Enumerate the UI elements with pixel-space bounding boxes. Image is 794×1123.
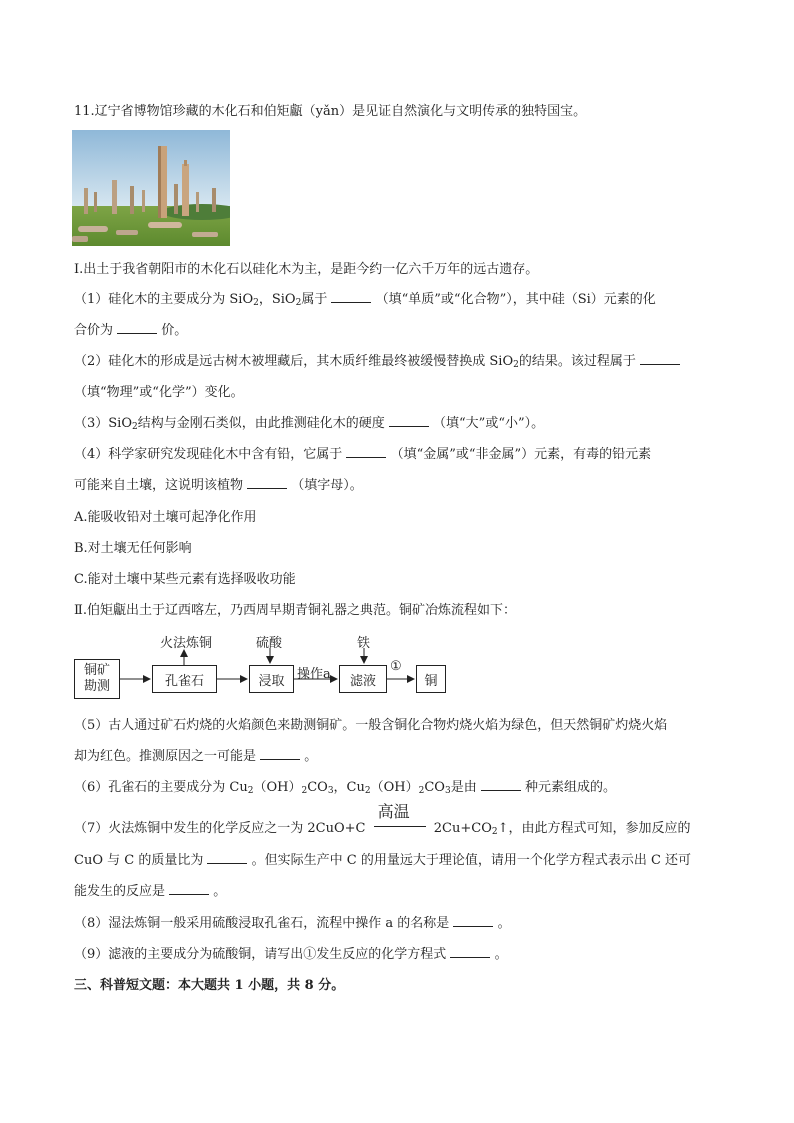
operation-a-label: 操作a xyxy=(297,667,331,682)
q9-text-b: 。 xyxy=(494,947,508,962)
subscript-2: 2 xyxy=(247,786,254,796)
q6-text-e: 是由 xyxy=(450,780,477,795)
answer-blank-q6[interactable] xyxy=(481,780,521,791)
q6-text-f: 种元素组成的。 xyxy=(524,780,616,795)
high-temp-label: 高温 xyxy=(377,802,410,821)
option-c: C.能对土壤中某些元素有选择吸收功能 xyxy=(74,572,296,587)
q1-text-f: 价。 xyxy=(161,323,188,338)
q4-text-c: 可能来自土壤，这说明该植物 xyxy=(74,478,244,493)
q3-text-c: （填“大”或“小”）。 xyxy=(433,416,545,431)
q3-text-b: 结构与金刚石类似，由此推测硅化木的硬度 xyxy=(137,416,385,431)
subscript-2: 2 xyxy=(418,786,425,796)
q5-text-c: 。 xyxy=(304,749,318,764)
q6-text-b2: （OH） xyxy=(370,780,419,795)
q6-text-c2: CO xyxy=(424,780,445,795)
subscript-3: 3 xyxy=(444,786,451,796)
flow-box-filtrate: 滤液 xyxy=(339,665,387,693)
subscript-2: 2 xyxy=(513,360,519,370)
flow-box-ore-survey: 铜矿 勘测 xyxy=(74,659,120,699)
answer-blank-q8[interactable] xyxy=(453,916,493,927)
q2-text-a: （2）硅化木的形成是远古树木被埋藏后，其木质纤维最终被缓慢替换成 SiO xyxy=(74,354,514,369)
q1-text-b: ，SiO xyxy=(258,292,296,307)
q7-text-c: ↑，由此方程式可知，参加反应的 xyxy=(497,821,691,836)
part-2-title: Ⅱ.伯矩甗出土于辽西喀左，乃西周早期青铜礼器之典范。铜矿冶炼流程如下： xyxy=(74,603,516,618)
question-7-line-2 xyxy=(74,853,691,869)
subscript-2: 2 xyxy=(132,422,138,432)
question-6 xyxy=(74,780,616,796)
option-a: A.能吸收铅对土壤可起净化作用 xyxy=(74,510,257,525)
q3-text-a: （3）SiO xyxy=(74,416,132,431)
reaction-line xyxy=(374,826,426,827)
q4-text-a: （4）科学家研究发现硅化木中含有铅，它属于 xyxy=(74,447,343,462)
fire-refining-label: 火法炼铜 xyxy=(160,636,213,651)
question-5-line-2 xyxy=(74,749,317,765)
flow-box-malachite: 孔雀石 xyxy=(152,665,217,693)
answer-blank-q7-2[interactable] xyxy=(169,884,209,895)
question-11-intro: 11.辽宁省博物馆珍藏的木化石和伯矩甗（yǎn）是见证自然演化与文明传承的独特国宝。 xyxy=(74,104,587,119)
step-1-marker: ① xyxy=(390,659,402,674)
q1-text-d: （填“单质”或“化合物”），其中硅（Si）元素的化 xyxy=(375,292,656,307)
question-5-line-1: （5）古人通过矿石灼烧的火焰颜色来勘测铜矿。一般含铜化合物灼烧火焰为绿色，但天然铜矿灼烧火焰 xyxy=(74,718,668,733)
q1-text-a: （1）硅化木的主要成分为 SiO xyxy=(74,292,254,307)
subscript-2: 2 xyxy=(253,298,259,308)
section-3-heading: 三、科普短文题：本大题共 1 小题，共 8 分。 xyxy=(74,978,345,993)
question-2-line-2: （填“物理”或“化学”）变化。 xyxy=(74,385,244,400)
q6-text-d: ，Cu xyxy=(333,780,365,795)
subscript-2: 2 xyxy=(295,298,302,308)
q4-text-d: （填字母）。 xyxy=(291,478,363,493)
flow-box-leaching: 浸取 xyxy=(249,665,294,693)
subscript-2: 2 xyxy=(364,786,371,796)
q7-text-b: 2Cu+CO xyxy=(433,821,492,836)
answer-blank-q9[interactable] xyxy=(450,947,490,958)
answer-blank-q7-1[interactable] xyxy=(207,853,247,864)
q6-text-a: （6）孔雀石的主要成分为 Cu xyxy=(74,780,248,795)
question-8 xyxy=(74,916,511,932)
part-1-title: Ⅰ.出土于我省朝阳市的木化石以硅化木为主，是距今约一亿六千万年的远古遗存。 xyxy=(74,262,539,277)
flow-box-copper: 铜 xyxy=(416,665,446,693)
reaction-condition xyxy=(374,802,426,832)
q7-text-g: 。 xyxy=(213,884,227,899)
answer-blank-q5[interactable] xyxy=(260,749,300,760)
q6-text-c: CO xyxy=(307,780,328,795)
q9-text-a: （9）滤液的主要成分为硫酸铜，请写出①发生反应的化学方程式 xyxy=(74,947,447,962)
sulfuric-acid-label: 硫酸 xyxy=(256,636,283,651)
option-b: B.对土壤无任何影响 xyxy=(74,541,192,556)
q7-text-a: （7）火法炼铜中发生的化学反应之一为 2CuO+C xyxy=(74,821,366,836)
q5-text-b: 却为红色。推测原因之一可能是 xyxy=(74,749,257,764)
q1-text-c: 属于 xyxy=(301,292,328,307)
q2-text-b: 的结果。该过程属于 xyxy=(518,354,636,369)
q7-text-f: 能发生的反应是 xyxy=(74,884,166,899)
question-7-line-3 xyxy=(74,884,226,900)
q1-text-e: 合价为 xyxy=(74,323,114,338)
subscript-3: 3 xyxy=(327,786,334,796)
q8-text-a: （8）湿法炼铜一般采用硫酸浸取孔雀石，流程中操作 a 的名称是 xyxy=(74,916,450,931)
question-9 xyxy=(74,947,508,963)
question-7-line-1 xyxy=(74,802,691,837)
q4-text-b: （填“金属”或“非金属”）元素，有毒的铅元素 xyxy=(390,447,652,462)
subscript-2: 2 xyxy=(491,827,498,837)
iron-label: 铁 xyxy=(357,636,371,651)
subscript-2: 2 xyxy=(301,786,308,796)
q8-text-b: 。 xyxy=(497,916,511,931)
q7-text-e: 。但实际生产中 C 的用量远大于理论值，请用一个化学方程式表示出 C 还可 xyxy=(251,853,692,868)
q6-text-b: （OH） xyxy=(253,780,302,795)
q7-text-d: CuO 与 C 的质量比为 xyxy=(74,853,204,868)
